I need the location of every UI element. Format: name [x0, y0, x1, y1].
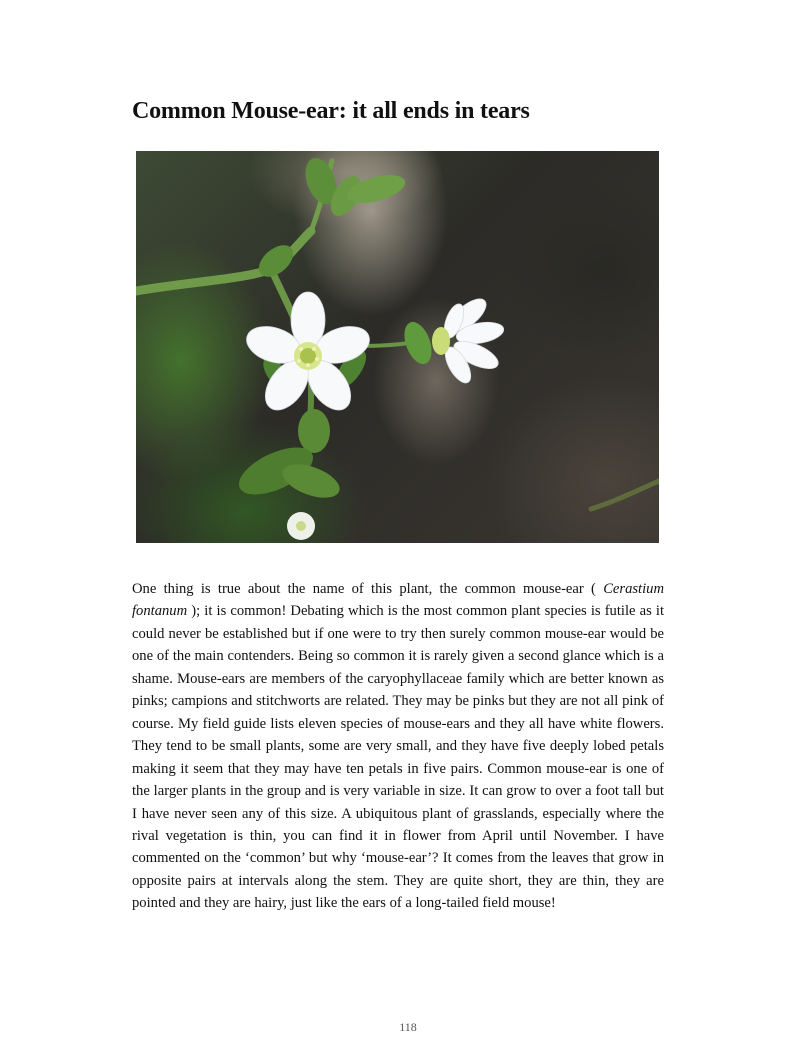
body-text-part-1: One thing is true about the name of this plant, the common mouse-ear (	[132, 581, 596, 597]
page-number: 118	[399, 1020, 417, 1034]
flower-illustration	[136, 151, 659, 543]
flower-photo	[136, 151, 659, 543]
body-text-part-2: ); it is common! Debating which is the most common plant species is futile as it could never be established but if one were to try then surely common mouse-ear would be one of the main contenders. Being so common it is rarely given a second glance which is a shame. Mouse-ears are members of the caryophyllaceae family which are better known as pinks; campions and stitchworts are related. They may be pinks but they are not all pink of course. My field guide lists eleven species of mouse-ears and they all have white flowers. They tend to be small plants, some are very small, and they have five deeply lobed petals making it seem that they may have ten petals in five pairs. Common mouse-ear is one of the larger plants in the group and is very variable in size. It can grow to over a foot tall but I have never seen any of this size. A ubiquitous plant of grasslands, especially where the rival vegetation is thin, you can find it in flower from April until November. I have commented on the ‘common’ but why ‘mouse-ear’? It comes from the leaves that grow in opposite pairs at intervals along the stem. They are quite short, they are thin, they are pointed and they are hairy, just like the ears of a long-tailed field mouse!	[132, 603, 664, 912]
body-paragraph	[132, 578, 664, 915]
species-name: Cerastium fontanum	[132, 581, 664, 620]
page-title: Common Mouse-ear: it all ends in tears	[132, 98, 530, 124]
